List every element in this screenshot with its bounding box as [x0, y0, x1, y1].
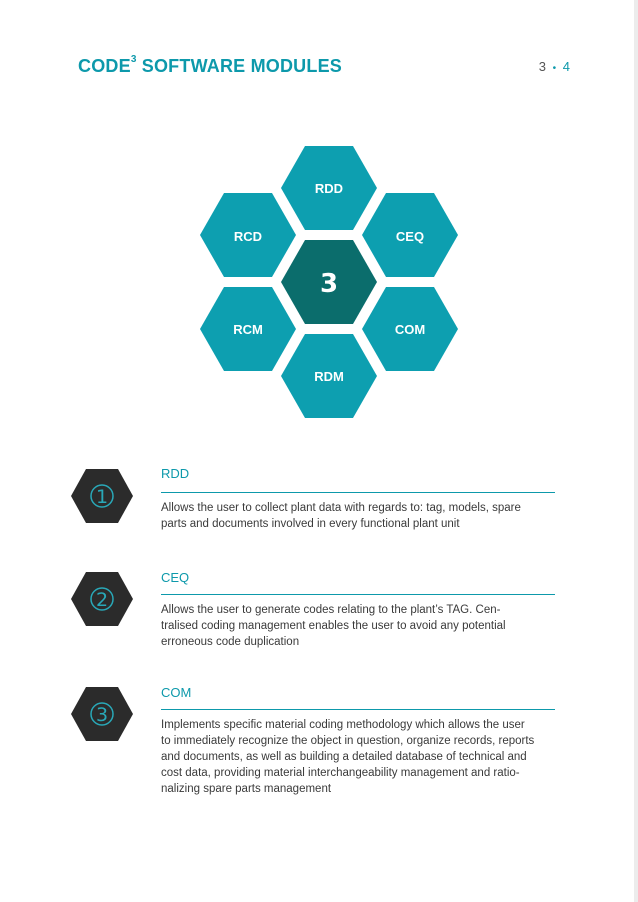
hex-lower-right — [362, 287, 458, 371]
hex-lower-left-label: RCM — [233, 322, 263, 337]
hexagon-badge-icon — [70, 686, 134, 742]
module-description — [161, 602, 557, 650]
hex-top-label: RDD — [314, 181, 344, 196]
hex-lower-right-label: COM — [394, 322, 426, 337]
description-line: nalizing spare parts management — [161, 783, 332, 795]
description-line: parts and documents involved in every functional plant unit — [161, 518, 460, 530]
description-line: cost data, providing material interchangeability management and ratio- — [161, 767, 520, 779]
hex-upper-right-label: CEQ — [395, 229, 425, 244]
hex-upper-right — [362, 193, 458, 277]
hex-bottom-label: RDM — [314, 369, 344, 384]
badge-number: 3 — [95, 704, 109, 726]
description-line: tralised coding management enables the user to avoid any potential — [161, 620, 506, 632]
hex-upper-left-label: RCD — [233, 229, 263, 244]
module-title: COM — [161, 685, 192, 700]
hexagon-badge-icon — [70, 468, 134, 524]
module-divider — [161, 492, 555, 493]
module-description — [161, 717, 557, 797]
module-honeycomb-diagram — [0, 0, 638, 440]
hex-upper-left — [200, 193, 296, 277]
page-title: CODE$^3$ SOFTWARE MODULES — [78, 54, 342, 76]
module-divider — [161, 594, 555, 595]
hexagon-badge-icon — [70, 571, 134, 627]
module-title: RDD — [161, 466, 190, 481]
badge-number: 1 — [95, 486, 109, 508]
description-line: and documents, as well as building a detailed database of technical and — [161, 751, 527, 763]
badge-number: 2 — [95, 589, 109, 611]
page-separator: • — [552, 63, 557, 74]
hex-lower-left — [200, 287, 296, 371]
hex-top — [281, 146, 377, 230]
description-line: erroneous code duplication — [161, 636, 300, 648]
description-line: Allows the user to collect plant data with regards to: tag, models, spare — [161, 502, 521, 514]
description-line: to immediately recognize the object in question, organize records, reports — [161, 735, 535, 747]
module-divider — [161, 709, 555, 710]
description-line: Implements specific material coding methodology which allows the user — [161, 719, 525, 731]
page-next: 4 — [562, 59, 570, 74]
page-current: 3 — [538, 59, 546, 74]
description-line: Allows the user to generate codes relating to the plant’s TAG. Cen- — [161, 604, 501, 616]
hex-center-label: 3 — [319, 269, 339, 299]
module-description — [161, 500, 557, 532]
hex-bottom — [281, 334, 377, 418]
hex-center — [281, 240, 377, 324]
module-title: CEQ — [161, 570, 190, 585]
